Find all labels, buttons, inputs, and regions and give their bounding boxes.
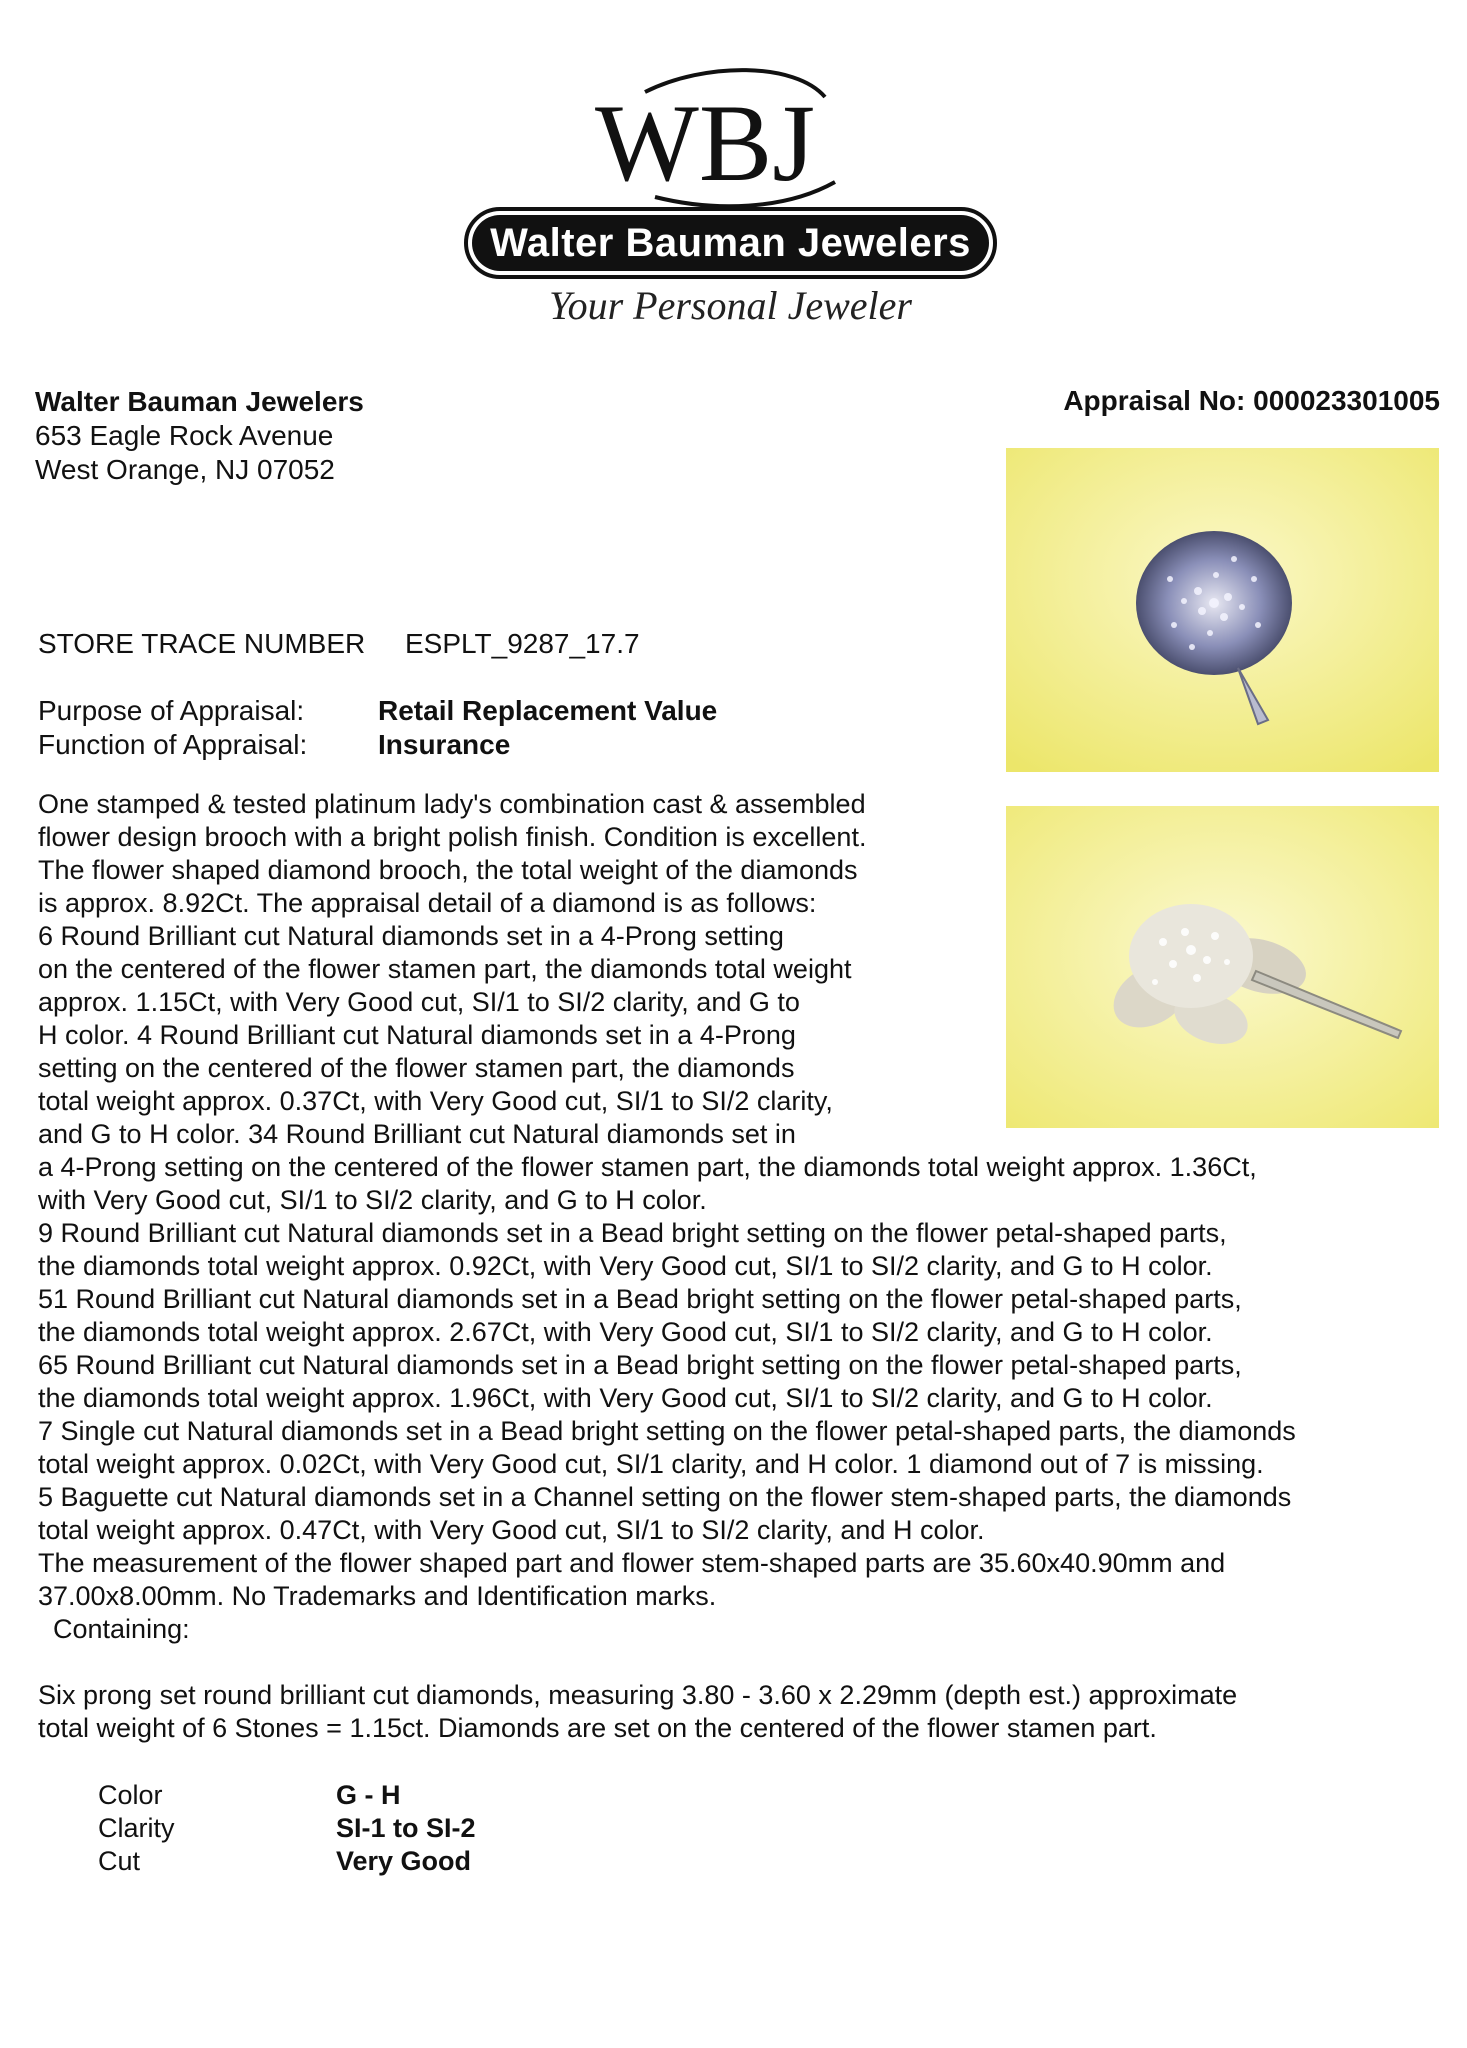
description-line: total weight approx. 0.47Ct, with Very Good cut, SI/1 to SI/2 clarity, and H color.	[38, 1515, 985, 1545]
description-line: total weight approx. 0.37Ct, with Very Good cut, SI/1 to SI/2 clarity,	[38, 1086, 833, 1116]
description-line: The flower shaped diamond brooch, the total weight of the diamonds	[38, 855, 858, 885]
trace-label: STORE TRACE NUMBER	[38, 628, 366, 659]
store-city: West Orange, NJ 07052	[35, 454, 335, 485]
description-line: One stamped & tested platinum lady's combination cast & assembled	[38, 789, 866, 819]
description-line: and G to H color. 34 Round Brilliant cut Natural diamonds set in	[38, 1119, 796, 1149]
store-trace-number	[38, 628, 640, 660]
description-line: the diamonds total weight approx. 2.67Ct, with Very Good cut, SI/1 to SI/2 clarity, and G to H color.	[38, 1317, 1213, 1347]
grade-label-cut: Cut	[98, 1846, 141, 1876]
purpose-label: Purpose of Appraisal:	[38, 695, 305, 726]
description-line: 37.00x8.00mm. No Trademarks and Identification marks.	[38, 1581, 717, 1611]
description-line: the diamonds total weight approx. 0.92Ct, with Very Good cut, SI/1 to SI/2 clarity, and G to H color.	[38, 1251, 1213, 1281]
description-line: 7 Single cut Natural diamonds set in a Bead bright setting on the flower petal-shaped parts, the diamonds	[38, 1416, 1296, 1446]
description-line: Six prong set round brilliant cut diamonds, measuring 3.80 - 3.60 x 2.29mm (depth est.) approximate	[38, 1680, 1238, 1710]
description-line: on the centered of the flower stamen part, the diamonds total weight	[38, 954, 852, 984]
description-line: a 4-Prong setting on the centered of the flower stamen part, the diamonds total weight approx. 1.36Ct,	[38, 1152, 1257, 1182]
brooch-photo-top	[1006, 448, 1439, 772]
brooch-side-image	[1006, 806, 1439, 1128]
logo-banner-text: Walter Bauman Jewelers	[472, 215, 989, 271]
containing-label: Containing:	[38, 1614, 190, 1644]
description-line: The measurement of the flower shaped part and flower stem-shaped parts are 35.60x40.90mm and	[38, 1548, 1226, 1578]
description-line: 5 Baguette cut Natural diamonds set in a Channel setting on the flower stem-shaped parts, the diamonds	[38, 1482, 1292, 1512]
description-line: 9 Round Brilliant cut Natural diamonds set in a Bead bright setting on the flower petal-shaped parts,	[38, 1218, 1227, 1248]
trace-value: ESPLT_9287_17.7	[405, 628, 640, 659]
logo-banner	[464, 207, 997, 279]
store-street: 653 Eagle Rock Avenue	[35, 420, 334, 451]
description-line: approx. 1.15Ct, with Very Good cut, SI/1 to SI/2 clarity, and G to	[38, 987, 800, 1017]
brooch-photo-side	[1006, 806, 1439, 1128]
description-line: total weight of 6 Stones = 1.15ct. Diamonds are set on the centered of the flower stamen part.	[38, 1713, 1157, 1743]
function-label: Function of Appraisal:	[38, 729, 308, 760]
company-logo	[585, 62, 885, 212]
description-line: the diamonds total weight approx. 1.96Ct, with Very Good cut, SI/1 to SI/2 clarity, and G to H color.	[38, 1383, 1213, 1413]
function-value: Insurance	[378, 729, 511, 760]
monogram-text: WBJ	[595, 82, 815, 204]
purpose-value: Retail Replacement Value	[378, 695, 718, 726]
description-line: total weight approx. 0.02Ct, with Very Good cut, SI/1 clarity, and H color. 1 diamond out of 7 is missing.	[38, 1449, 1264, 1479]
description-line: with Very Good cut, SI/1 to SI/2 clarity, and G to H color.	[38, 1185, 707, 1215]
store-name: Walter Bauman Jewelers	[35, 386, 364, 417]
description-line: 51 Round Brilliant cut Natural diamonds set in a Bead bright setting on the flower petal-shaped parts,	[38, 1284, 1242, 1314]
appraisal-number: Appraisal No: 000023301005	[1063, 385, 1440, 416]
description-line: flower design brooch with a bright polish finish. Condition is excellent.	[38, 822, 867, 852]
description-line: setting on the centered of the flower stamen part, the diamonds	[38, 1053, 795, 1083]
flower-brooch-top	[1136, 531, 1292, 675]
grade-value-cut: Very Good	[336, 1846, 472, 1876]
description-line: H color. 4 Round Brilliant cut Natural diamonds set in a 4-Prong	[38, 1020, 796, 1050]
grade-label-clarity: Clarity	[98, 1813, 175, 1843]
wbj-monogram	[585, 62, 885, 212]
logo-tagline: Your Personal Jeweler	[549, 283, 912, 328]
description-line: 65 Round Brilliant cut Natural diamonds set in a Bead bright setting on the flower petal-shaped parts,	[38, 1350, 1242, 1380]
grade-value-color: G - H	[336, 1780, 401, 1810]
description-line: is approx. 8.92Ct. The appraisal detail of a diamond is as follows:	[38, 888, 817, 918]
grade-value-clarity: SI-1 to SI-2	[336, 1813, 476, 1843]
grade-label-color: Color	[98, 1780, 163, 1810]
brooch-top-image	[1006, 448, 1439, 772]
description-line: 6 Round Brilliant cut Natural diamonds set in a 4-Prong setting	[38, 921, 784, 951]
